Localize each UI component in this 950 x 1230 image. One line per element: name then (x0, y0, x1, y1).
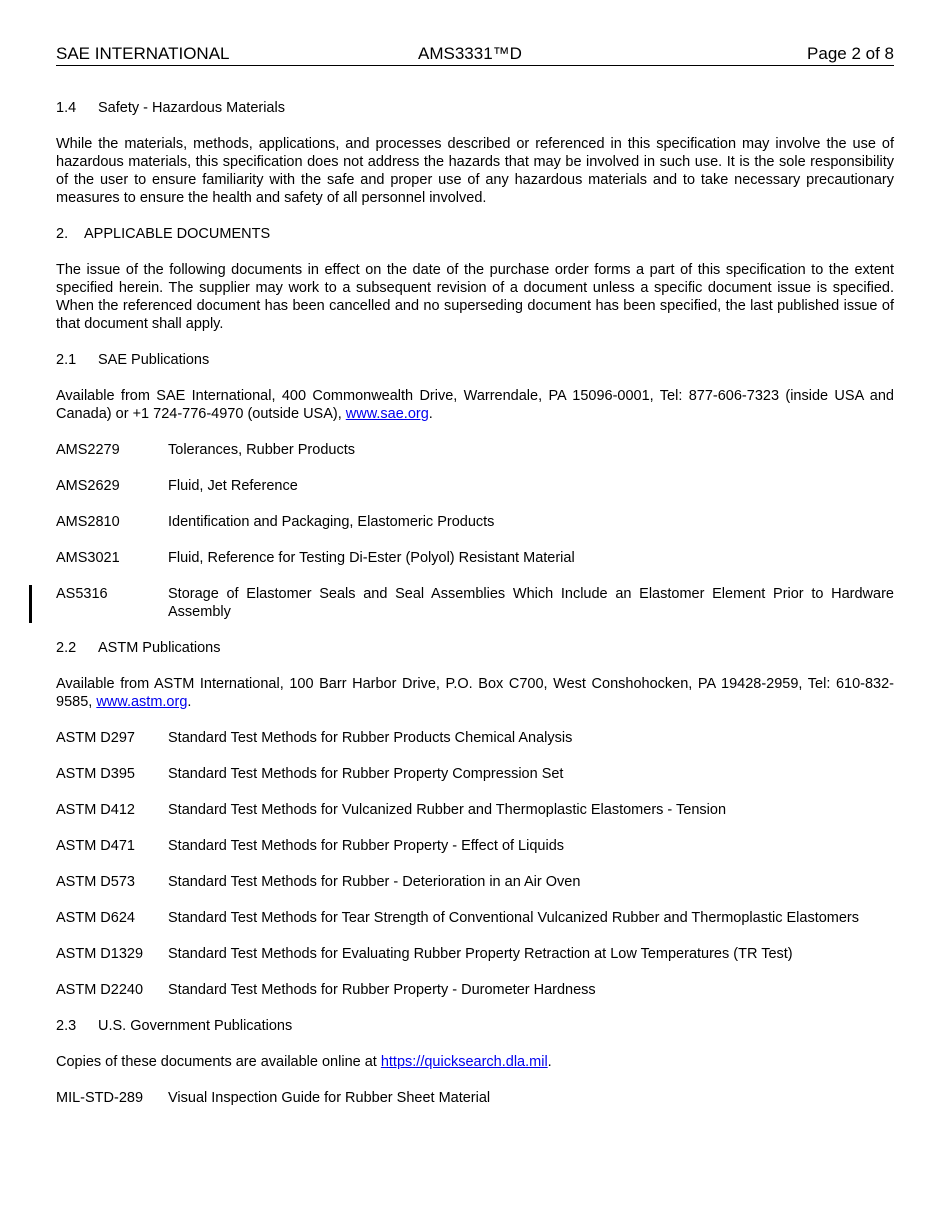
section-number: 2.3 (56, 1018, 77, 1034)
reference-code: ASTM D2240 (56, 982, 144, 998)
reference-title: Standard Test Methods for Evaluating Rubber Property Retraction at Low Temperatures (TR Test) (168, 946, 793, 962)
reference-code: ASTM D471 (56, 838, 135, 854)
reference-code: AMS3021 (56, 550, 120, 566)
astm-website-link[interactable]: www.astm.org (96, 694, 188, 710)
reference-entry (56, 945, 894, 963)
sae-reference-list (56, 441, 894, 621)
reference-code: ASTM D395 (56, 766, 135, 782)
reference-entry (56, 585, 894, 621)
reference-title: Standard Test Methods for Rubber Property Compression Set (168, 766, 564, 782)
sae-website-link[interactable]: www.sae.org (345, 406, 429, 422)
section-heading-2-1 (56, 351, 894, 369)
reference-code: ASTM D573 (56, 874, 135, 890)
section-heading-2-3 (56, 1017, 894, 1035)
section-title: APPLICABLE DOCUMENTS (84, 226, 271, 242)
availability-text: Copies of these documents are available online at (56, 1054, 381, 1070)
section-title: U.S. Government Publications (98, 1018, 293, 1034)
reference-code: AMS2629 (56, 478, 120, 494)
reference-code: ASTM D1329 (56, 946, 144, 962)
reference-code: ASTM D297 (56, 730, 135, 746)
reference-code: AS5316 (56, 586, 108, 602)
reference-entry (56, 765, 894, 783)
reference-title: Standard Test Methods for Tear Strength of Conventional Vulcanized Rubber and Thermoplastic Elastomers (168, 910, 860, 926)
reference-entry (56, 549, 894, 567)
reference-entry (56, 1089, 894, 1107)
reference-title: Standard Test Methods for Rubber - Deterioration in an Air Oven (168, 874, 581, 890)
section-heading-2-2 (56, 639, 894, 657)
section-number: 2. (56, 226, 69, 242)
availability-text: Available from SAE International, 400 Commonwealth Drive, Warrendale, PA 15096-0001, Tel: 877-606-7323 (inside USA and Canada) or +1 724-776-4970 (outside USA), (56, 388, 894, 422)
section-number: 2.2 (56, 640, 77, 656)
reference-entry (56, 837, 894, 855)
reference-title: Tolerances, Rubber Products (168, 442, 355, 458)
section-title: SAE Publications (98, 352, 210, 368)
header-org: SAE INTERNATIONAL (56, 44, 230, 63)
paragraph-sae-availability: Available from SAE International, 400 Commonwealth Drive, Warrendale, PA 15096-0001, Tel: 877-606-7323 (inside USA and Canada) or +1 724-776-4970 (outside USA), www.sae.org. (56, 388, 894, 422)
page-header (56, 43, 894, 66)
reference-title: Storage of Elastomer Seals and Seal Assemblies Which Include an Elastomer Element Prior to Hardware Assembly (168, 586, 894, 620)
reference-code: ASTM D412 (56, 802, 135, 818)
reference-title: Standard Test Methods for Rubber Products Chemical Analysis (168, 730, 573, 746)
reference-title: Standard Test Methods for Rubber Property - Durometer Hardness (168, 982, 596, 998)
reference-title: Visual Inspection Guide for Rubber Sheet Material (168, 1090, 491, 1106)
reference-entry (56, 801, 894, 819)
reference-code: MIL-STD-289 (56, 1090, 144, 1106)
revision-change-bar (29, 585, 32, 623)
reference-entry (56, 477, 894, 495)
paragraph-applicable-documents: The issue of the following documents in effect on the date of the purchase order forms a part of this specification to the extent specified herein. The supplier may work to a subsequent revision of a document unless a specific document issue is specified. When the referenced document has been cancelled and no superseding document has been specified, the last published issue of that document shall apply. (56, 262, 894, 332)
reference-code: ASTM D624 (56, 910, 135, 926)
astm-reference-list (56, 729, 894, 999)
reference-entry (56, 729, 894, 747)
reference-entry (56, 909, 894, 927)
reference-title: Fluid, Reference for Testing Di-Ester (Polyol) Resistant Material (168, 550, 575, 566)
section-heading-1-4 (56, 99, 894, 117)
document-page (56, 43, 894, 1107)
dla-quicksearch-link[interactable]: https://quicksearch.dla.mil (380, 1054, 548, 1070)
paragraph-safety: While the materials, methods, applications, and processes described or referenced in this specification may involve the use of hazardous materials, this specification does not address the hazards that may be involved in such use. It is the sole responsibility of the user to ensure familiarity with the safe and proper use of any hazardous materials and to take necessary precautionary measures to ensure the health and safety of all personnel involved. (56, 136, 894, 206)
reference-code: AMS2279 (56, 442, 120, 458)
section-title: ASTM Publications (98, 640, 221, 656)
header-page-number: Page 2 of 8 (807, 44, 894, 63)
reference-code: AMS2810 (56, 514, 120, 530)
reference-title: Fluid, Jet Reference (168, 478, 298, 494)
section-heading-2 (56, 225, 894, 243)
availability-text: Available from ASTM International, 100 Barr Harbor Drive, P.O. Box C700, West Conshohocken, PA 19428-2959, Tel: 610-832-9585, (56, 676, 894, 710)
reference-entry (56, 873, 894, 891)
header-doc-id: AMS3331™D (418, 44, 522, 63)
reference-title: Standard Test Methods for Rubber Property - Effect of Liquids (168, 838, 565, 854)
reference-title: Identification and Packaging, Elastomeric Products (168, 514, 495, 530)
section-number: 2.1 (56, 352, 77, 368)
reference-title: Standard Test Methods for Vulcanized Rubber and Thermoplastic Elastomers - Tension (168, 802, 727, 818)
reference-entry (56, 981, 894, 999)
reference-entry (56, 441, 894, 459)
paragraph-astm-availability: Available from ASTM International, 100 Barr Harbor Drive, P.O. Box C700, West Conshohocken, PA 19428-2959, Tel: 610-832-9585, www.astm.org. (56, 676, 894, 710)
government-reference-list (56, 1089, 894, 1107)
reference-entry (56, 513, 894, 531)
section-title: Safety - Hazardous Materials (98, 100, 285, 116)
section-number: 1.4 (56, 100, 77, 116)
paragraph-gov-availability: Copies of these documents are available online at https://quicksearch.dla.mil. (56, 1054, 552, 1070)
